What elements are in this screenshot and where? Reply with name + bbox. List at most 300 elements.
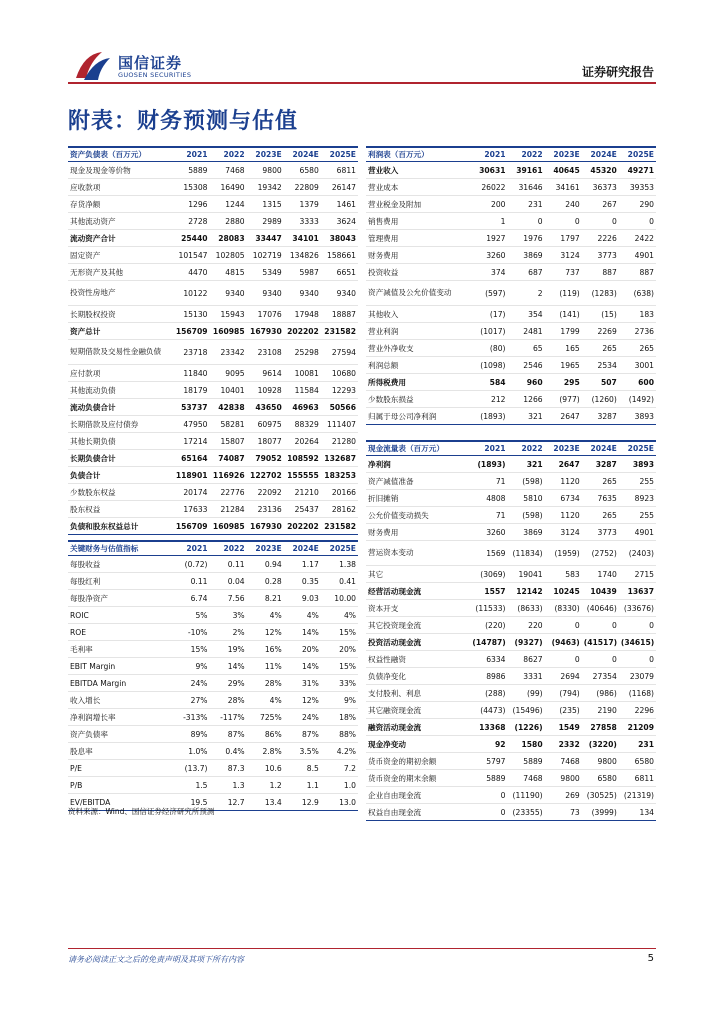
cell-value: (119) bbox=[545, 281, 582, 306]
cell-value: 0 bbox=[545, 213, 582, 230]
cell-value: 160985 bbox=[210, 518, 247, 535]
cell-value: 5889 bbox=[508, 753, 545, 770]
cell-value: 2715 bbox=[619, 566, 656, 583]
cell-value: (11190) bbox=[508, 787, 545, 804]
cell-value: 11840 bbox=[172, 365, 209, 382]
cell-value: 8.5 bbox=[284, 760, 321, 777]
cell-value: 3% bbox=[210, 607, 247, 624]
cell-value: 231582 bbox=[321, 323, 358, 340]
cell-value: 1120 bbox=[545, 473, 582, 490]
row-label: 固定资产 bbox=[68, 247, 172, 264]
cell-value: (21319) bbox=[619, 787, 656, 804]
cell-value: 2226 bbox=[582, 230, 619, 247]
cell-value: 42838 bbox=[210, 399, 247, 416]
cell-value: (99) bbox=[508, 685, 545, 702]
cell-value: 22092 bbox=[247, 484, 284, 501]
cell-value: 1797 bbox=[545, 230, 582, 247]
cell-value: 3124 bbox=[545, 524, 582, 541]
table-row bbox=[68, 675, 358, 692]
cell-value: 3287 bbox=[582, 408, 619, 425]
year-header: 2023E bbox=[545, 441, 582, 456]
cell-value: (11834) bbox=[508, 541, 545, 566]
year-header: 2025E bbox=[321, 541, 358, 556]
cell-value: (3999) bbox=[582, 804, 619, 821]
table-row bbox=[366, 634, 656, 651]
year-header: 2023E bbox=[247, 541, 284, 556]
key-indicators-panel bbox=[68, 540, 358, 811]
cell-value: 16% bbox=[247, 641, 284, 658]
cell-value: 10928 bbox=[247, 382, 284, 399]
cell-value: 50566 bbox=[321, 399, 358, 416]
cell-value: 212 bbox=[470, 391, 507, 408]
cell-value: 24% bbox=[284, 709, 321, 726]
cell-value: 1315 bbox=[247, 196, 284, 213]
row-label: 少数股东权益 bbox=[68, 484, 172, 501]
table-row bbox=[366, 787, 656, 804]
cell-value: (15496) bbox=[508, 702, 545, 719]
cell-value: 2% bbox=[210, 624, 247, 641]
cell-value: 12142 bbox=[508, 583, 545, 600]
table-row bbox=[366, 753, 656, 770]
cell-value: 7.56 bbox=[210, 590, 247, 607]
source-note: 资料来源：Wind、国信证券经济研究所预测 bbox=[68, 807, 215, 816]
logo-cn-text: 国信证券 bbox=[118, 54, 183, 72]
cell-value: 17076 bbox=[247, 306, 284, 323]
cell-value: 3773 bbox=[582, 524, 619, 541]
row-label: 公允价值变动损失 bbox=[366, 507, 470, 524]
cell-value: 4% bbox=[247, 607, 284, 624]
row-label: 每股净资产 bbox=[68, 590, 172, 607]
row-label: 经营活动现金流 bbox=[366, 583, 470, 600]
cell-value: 60975 bbox=[247, 416, 284, 433]
cell-value: 5349 bbox=[247, 264, 284, 281]
cell-value: 2534 bbox=[582, 357, 619, 374]
cell-value: 265 bbox=[582, 507, 619, 524]
cell-value: 7468 bbox=[508, 770, 545, 787]
cell-value: 23136 bbox=[247, 501, 284, 518]
cell-value: 9% bbox=[321, 692, 358, 709]
cell-value: 49271 bbox=[619, 162, 656, 179]
year-header: 2025E bbox=[321, 147, 358, 162]
cell-value: 20166 bbox=[321, 484, 358, 501]
table-row bbox=[366, 456, 656, 473]
cell-value: 2880 bbox=[210, 213, 247, 230]
cell-value: 1266 bbox=[508, 391, 545, 408]
cell-value: 295 bbox=[545, 374, 582, 391]
cell-value: 8627 bbox=[508, 651, 545, 668]
cell-value: 43650 bbox=[247, 399, 284, 416]
cell-value: 33% bbox=[321, 675, 358, 692]
cell-value: 34101 bbox=[284, 230, 321, 247]
cell-value: 6580 bbox=[582, 770, 619, 787]
cell-value: 0.4% bbox=[210, 743, 247, 760]
row-label: 收入增长 bbox=[68, 692, 172, 709]
year-header: 2024E bbox=[284, 147, 321, 162]
cell-value: 3869 bbox=[508, 247, 545, 264]
cell-value: 34161 bbox=[545, 179, 582, 196]
cell-value: 12293 bbox=[321, 382, 358, 399]
table-header-row bbox=[366, 147, 656, 162]
table-row bbox=[68, 196, 358, 213]
year-header: 2022 bbox=[210, 147, 247, 162]
cell-value: (1283) bbox=[582, 281, 619, 306]
table-row bbox=[366, 490, 656, 507]
cell-value: 6811 bbox=[619, 770, 656, 787]
cell-value: 2546 bbox=[508, 357, 545, 374]
table-row bbox=[68, 340, 358, 365]
table-header-row bbox=[68, 147, 358, 162]
table-row bbox=[366, 617, 656, 634]
cell-value: 65164 bbox=[172, 450, 209, 467]
cell-value: (3220) bbox=[582, 736, 619, 753]
table-row bbox=[68, 556, 358, 573]
cell-value: 4815 bbox=[210, 264, 247, 281]
table-row bbox=[68, 726, 358, 743]
cell-value: 36373 bbox=[582, 179, 619, 196]
table-row bbox=[68, 484, 358, 501]
row-label: 销售费用 bbox=[366, 213, 470, 230]
report-type-label: 证券研究报告 bbox=[581, 65, 654, 79]
cell-value: 13.4 bbox=[247, 794, 284, 811]
cell-value: 26022 bbox=[470, 179, 507, 196]
table-header-row bbox=[366, 441, 656, 456]
cell-value: 20264 bbox=[284, 433, 321, 450]
table-row bbox=[366, 524, 656, 541]
row-label: 所得税费用 bbox=[366, 374, 470, 391]
year-header: 2022 bbox=[508, 441, 545, 456]
cell-value: 167930 bbox=[247, 323, 284, 340]
cell-value: (288) bbox=[470, 685, 507, 702]
table-row bbox=[68, 692, 358, 709]
table-row bbox=[366, 804, 656, 821]
table-row bbox=[68, 573, 358, 590]
cell-value: 11% bbox=[247, 658, 284, 675]
header-divider bbox=[68, 82, 656, 84]
table-row bbox=[68, 743, 358, 760]
cell-value: 4% bbox=[247, 692, 284, 709]
year-header: 2024E bbox=[582, 147, 619, 162]
cell-value: 108592 bbox=[284, 450, 321, 467]
cell-value: 0 bbox=[508, 213, 545, 230]
cell-value: 30631 bbox=[470, 162, 507, 179]
cell-value: 58281 bbox=[210, 416, 247, 433]
cell-value: 0 bbox=[545, 651, 582, 668]
year-header: 2021 bbox=[172, 541, 209, 556]
cell-value: 15% bbox=[172, 641, 209, 658]
row-label: 折旧摊销 bbox=[366, 490, 470, 507]
cell-value: 17948 bbox=[284, 306, 321, 323]
cell-value: 9800 bbox=[247, 162, 284, 179]
cell-value: 12% bbox=[247, 624, 284, 641]
cell-value: 3287 bbox=[582, 456, 619, 473]
cell-value: (8633) bbox=[508, 600, 545, 617]
row-label: 营业税金及附加 bbox=[366, 196, 470, 213]
page-title: 附表：财务预测与估值 bbox=[68, 109, 299, 134]
cell-value: 2736 bbox=[619, 323, 656, 340]
cell-value: 92 bbox=[470, 736, 507, 753]
cell-value: 0 bbox=[470, 787, 507, 804]
cell-value: 7635 bbox=[582, 490, 619, 507]
table-row bbox=[68, 230, 358, 247]
cell-value: 12.7 bbox=[210, 794, 247, 811]
cell-value: 269 bbox=[545, 787, 582, 804]
row-label: 资产减值准备 bbox=[366, 473, 470, 490]
cell-value: 53737 bbox=[172, 399, 209, 416]
cell-value: 87.3 bbox=[210, 760, 247, 777]
cell-value: (2403) bbox=[619, 541, 656, 566]
cell-value: 202202 bbox=[284, 323, 321, 340]
cell-value: -313% bbox=[172, 709, 209, 726]
cell-value: 31% bbox=[284, 675, 321, 692]
cell-value: (986) bbox=[582, 685, 619, 702]
cell-value: 0 bbox=[619, 213, 656, 230]
cell-value: (1168) bbox=[619, 685, 656, 702]
cell-value: 584 bbox=[470, 374, 507, 391]
year-header: 2021 bbox=[172, 147, 209, 162]
cell-value: (33676) bbox=[619, 600, 656, 617]
cell-value: 2.8% bbox=[247, 743, 284, 760]
cell-value: 14% bbox=[284, 624, 321, 641]
cell-value: 202202 bbox=[284, 518, 321, 535]
cell-value: 374 bbox=[470, 264, 507, 281]
cell-value: 10081 bbox=[284, 365, 321, 382]
cell-value: 21210 bbox=[284, 484, 321, 501]
table-row bbox=[68, 501, 358, 518]
cell-value: 0 bbox=[470, 804, 507, 821]
row-label: 财务费用 bbox=[366, 247, 470, 264]
cell-value: 27858 bbox=[582, 719, 619, 736]
table-row bbox=[366, 247, 656, 264]
table-row bbox=[366, 408, 656, 425]
cell-value: 10.00 bbox=[321, 590, 358, 607]
cell-value: (794) bbox=[545, 685, 582, 702]
cell-value: 1976 bbox=[508, 230, 545, 247]
row-label: 少数股东损益 bbox=[366, 391, 470, 408]
cell-value: 71 bbox=[470, 473, 507, 490]
row-label: 长期负债合计 bbox=[68, 450, 172, 467]
cell-value: 737 bbox=[545, 264, 582, 281]
cell-value: 0.11 bbox=[172, 573, 209, 590]
cell-value: 31646 bbox=[508, 179, 545, 196]
cell-value: 2989 bbox=[247, 213, 284, 230]
row-label: 货币资金的期末余额 bbox=[366, 770, 470, 787]
row-label: 负债净变化 bbox=[366, 668, 470, 685]
cell-value: 2481 bbox=[508, 323, 545, 340]
table-row bbox=[68, 213, 358, 230]
cell-value: (1017) bbox=[470, 323, 507, 340]
cell-value: 16490 bbox=[210, 179, 247, 196]
cell-value: 267 bbox=[582, 196, 619, 213]
cell-value: 15943 bbox=[210, 306, 247, 323]
table-row bbox=[366, 281, 656, 306]
balance-sheet-table bbox=[68, 146, 358, 535]
cell-value: 3.5% bbox=[284, 743, 321, 760]
cell-value: (1098) bbox=[470, 357, 507, 374]
cell-value: (1959) bbox=[545, 541, 582, 566]
cell-value: 0 bbox=[619, 617, 656, 634]
cell-value: 19342 bbox=[247, 179, 284, 196]
row-label: 股东权益 bbox=[68, 501, 172, 518]
cell-value: 12.9 bbox=[284, 794, 321, 811]
cell-value: 40645 bbox=[545, 162, 582, 179]
cell-value: 887 bbox=[582, 264, 619, 281]
cell-value: 102805 bbox=[210, 247, 247, 264]
year-header: 2022 bbox=[210, 541, 247, 556]
cell-value: 1296 bbox=[172, 196, 209, 213]
cell-value: 0.94 bbox=[247, 556, 284, 573]
row-label: 货币资金的期初余额 bbox=[366, 753, 470, 770]
cell-value: 5889 bbox=[470, 770, 507, 787]
cell-value: 46963 bbox=[284, 399, 321, 416]
cell-value: 116926 bbox=[210, 467, 247, 484]
table-title: 关键财务与估值指标 bbox=[68, 541, 172, 556]
cell-value: 3001 bbox=[619, 357, 656, 374]
row-label: 管理费用 bbox=[366, 230, 470, 247]
cell-value: 1.5 bbox=[172, 777, 209, 794]
row-label: ROE bbox=[68, 624, 172, 641]
table-row bbox=[366, 507, 656, 524]
table-row bbox=[68, 450, 358, 467]
cell-value: 1461 bbox=[321, 196, 358, 213]
cell-value: (220) bbox=[470, 617, 507, 634]
cell-value: 583 bbox=[545, 566, 582, 583]
cell-value: (80) bbox=[470, 340, 507, 357]
cell-value: 118901 bbox=[172, 467, 209, 484]
table-row bbox=[68, 281, 358, 306]
cell-value: 1 bbox=[470, 213, 507, 230]
row-label: 负债和股东权益总计 bbox=[68, 518, 172, 535]
table-row bbox=[366, 264, 656, 281]
cell-value: 18887 bbox=[321, 306, 358, 323]
cell-value: 5810 bbox=[508, 490, 545, 507]
table-row bbox=[366, 685, 656, 702]
cell-value: 86% bbox=[247, 726, 284, 743]
table-row bbox=[68, 382, 358, 399]
row-label: 无形资产及其他 bbox=[68, 264, 172, 281]
income-statement-table bbox=[366, 146, 656, 425]
cell-value: 4901 bbox=[619, 524, 656, 541]
cell-value: 26147 bbox=[321, 179, 358, 196]
row-label: 长期借款及应付债券 bbox=[68, 416, 172, 433]
cell-value: 1549 bbox=[545, 719, 582, 736]
table-row bbox=[68, 433, 358, 450]
cell-value: 13368 bbox=[470, 719, 507, 736]
table-row bbox=[366, 179, 656, 196]
row-label: P/E bbox=[68, 760, 172, 777]
cell-value: 9614 bbox=[247, 365, 284, 382]
table-title: 现金流量表（百万元） bbox=[366, 441, 470, 456]
cell-value: 1.3 bbox=[210, 777, 247, 794]
row-label: 其他流动负债 bbox=[68, 382, 172, 399]
cell-value: 13637 bbox=[619, 583, 656, 600]
table-row bbox=[68, 399, 358, 416]
table-row bbox=[68, 467, 358, 484]
cell-value: 3333 bbox=[284, 213, 321, 230]
cell-value: 29% bbox=[210, 675, 247, 692]
cell-value: 2190 bbox=[582, 702, 619, 719]
table-row bbox=[366, 230, 656, 247]
page-number: 5 bbox=[647, 953, 654, 964]
cell-value: 20% bbox=[284, 641, 321, 658]
cell-value: 9340 bbox=[284, 281, 321, 306]
cell-value: 321 bbox=[508, 456, 545, 473]
cell-value: 27354 bbox=[582, 668, 619, 685]
table-row bbox=[68, 709, 358, 726]
cell-value: 15807 bbox=[210, 433, 247, 450]
cell-value: (1492) bbox=[619, 391, 656, 408]
cell-value: 6334 bbox=[470, 651, 507, 668]
cell-value: 725% bbox=[247, 709, 284, 726]
table-row bbox=[366, 770, 656, 787]
table-row bbox=[68, 624, 358, 641]
cell-value: 2647 bbox=[545, 456, 582, 473]
cell-value: (17) bbox=[470, 306, 507, 323]
cell-value: (41517) bbox=[582, 634, 619, 651]
cell-value: 79052 bbox=[247, 450, 284, 467]
cell-value: 1244 bbox=[210, 196, 247, 213]
footer-disclaimer: 请务必阅读正文之后的免责声明及其项下所有内容 bbox=[68, 955, 244, 964]
cell-value: 4.2% bbox=[321, 743, 358, 760]
table-row bbox=[366, 668, 656, 685]
cell-value: 6.74 bbox=[172, 590, 209, 607]
table-row bbox=[68, 264, 358, 281]
cell-value: 1580 bbox=[508, 736, 545, 753]
cell-value: 10.6 bbox=[247, 760, 284, 777]
cell-value: 1.1 bbox=[284, 777, 321, 794]
cell-value: 88% bbox=[321, 726, 358, 743]
key-indicators-table bbox=[68, 540, 358, 811]
cell-value: 165 bbox=[545, 340, 582, 357]
cell-value: 87% bbox=[210, 726, 247, 743]
cell-value: 2694 bbox=[545, 668, 582, 685]
cell-value: 887 bbox=[619, 264, 656, 281]
cell-value: 220 bbox=[508, 617, 545, 634]
cell-value: (9327) bbox=[508, 634, 545, 651]
row-label: 其它融资现金流 bbox=[366, 702, 470, 719]
cell-value: 9095 bbox=[210, 365, 247, 382]
cell-value: 20174 bbox=[172, 484, 209, 501]
cell-value: 6580 bbox=[619, 753, 656, 770]
cell-value: (11533) bbox=[470, 600, 507, 617]
cell-value: 1740 bbox=[582, 566, 619, 583]
cell-value: 18077 bbox=[247, 433, 284, 450]
cell-value: (9463) bbox=[545, 634, 582, 651]
cell-value: 27% bbox=[172, 692, 209, 709]
cell-value: 87% bbox=[284, 726, 321, 743]
row-label: 营业外净收支 bbox=[366, 340, 470, 357]
cell-value: 1.0% bbox=[172, 743, 209, 760]
cell-value: 0 bbox=[582, 651, 619, 668]
cell-value: 21280 bbox=[321, 433, 358, 450]
cell-value: 156709 bbox=[172, 323, 209, 340]
cell-value: 12% bbox=[284, 692, 321, 709]
table-row bbox=[366, 357, 656, 374]
cell-value: 4470 bbox=[172, 264, 209, 281]
cell-value: 7468 bbox=[545, 753, 582, 770]
cell-value: 19041 bbox=[508, 566, 545, 583]
cell-value: 9800 bbox=[582, 753, 619, 770]
cell-value: 23718 bbox=[172, 340, 209, 365]
row-label: 其它 bbox=[366, 566, 470, 583]
cell-value: 22776 bbox=[210, 484, 247, 501]
year-header: 2025E bbox=[619, 147, 656, 162]
cell-value: (638) bbox=[619, 281, 656, 306]
row-label: 短期借款及交易性金融负债 bbox=[68, 340, 172, 365]
cell-value: 39161 bbox=[508, 162, 545, 179]
row-label: 其它投资现金流 bbox=[366, 617, 470, 634]
row-label: 投资收益 bbox=[366, 264, 470, 281]
cell-value: 0 bbox=[619, 651, 656, 668]
